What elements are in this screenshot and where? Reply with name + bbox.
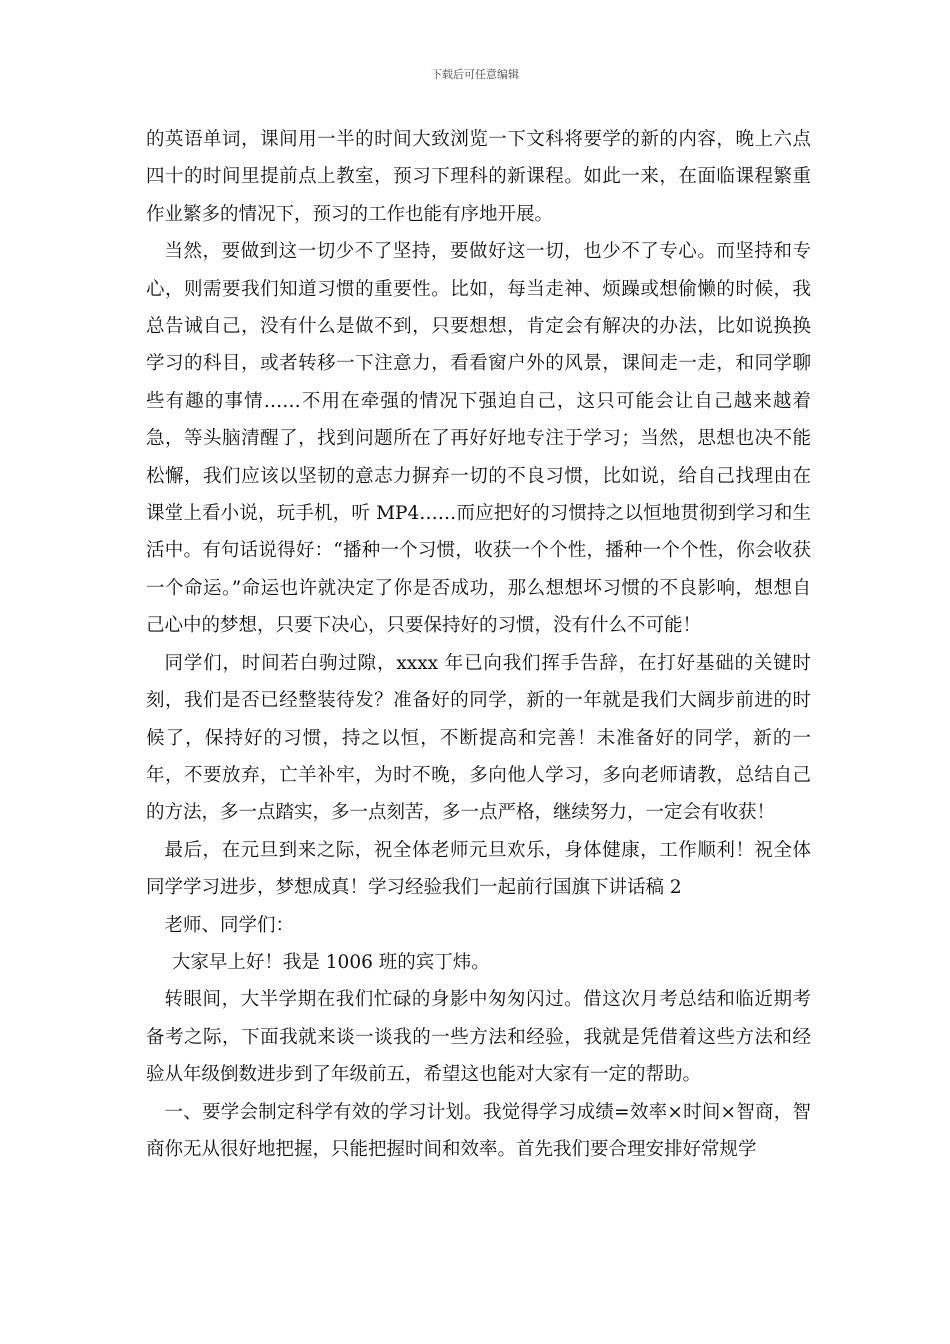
- paragraph: 的英语单词，课间用一半的时间大致浏览一下文科将要学的新的内容，晚上六点四十的时间里提前点上教室，预习下理科的新课程。如此一来，在面临课程繁重作业繁多的情况下，预习的工作也能有序地开展。: [146, 129, 811, 225]
- page-header: 下载后可任意编辑: [431, 68, 519, 81]
- paragraph: 当然，要做到这一切少不了坚持，要做好这一切，也少不了专心。而坚持和专心，则需要我们知道习惯的重要性。比如，每当走神、烦躁或想偷懒的时候，我总告诫自己，没有什么是做不到，只要想想，肯定会有解决的办法，比如说换换学习的科目，或者转移一下注意力，看看窗户外的风景，课间走一走，和同学聊些有趣的事情……不用在牵强的情况下强迫自己，这只可能会让自己越来越着急，等头脑清醒了，找到问题所在了再好好地专注于学习；当然，思想也决不能松懈，我们应该以坚韧的意志力摒弃一切的不良习惯，比如说，给自己找理由在课堂上看小说，玩手机，听 MP4……而应把好的习惯持之以恒地贯彻到学习和生活中。有句话说得好：“播种一个习惯，收获一个个性，播种一个个性，你会收获一个命运。”命运也许就决定了你是否成功，那么想想坏习惯的不良影响，想想自己心中的梦想，只要下决心，只要保持好的习惯，没有什么不可能！: [146, 241, 811, 637]
- paragraph: 最后，在元旦到来之际，祝全体老师元旦欢乐，身体健康，工作顺利！祝全体同学学习进步，梦想成真！学习经验我们一起前行国旗下讲话稿 2: [146, 839, 811, 899]
- document-body: [146, 121, 811, 1168]
- paragraph: 大家早上好！我是 1006 班的宾丁炜。: [171, 951, 490, 973]
- paragraph: 同学们，时间若白驹过隙，xxxx 年已向我们挥手告辞，在打好基础的关键时刻，我们是否已经整装待发？准备好的同学，新的一年就是我们大阔步前进的时候了，保持好的习惯，持之以恒，不断提高和完善！未准备好的同学，新的一年，不要放弃，亡羊补牢，为时不晚，多向他人学习，多向老师请教，总结自己的方法，多一点踏实，多一点刻苦，多一点严格，继续努力，一定会有收获！: [146, 652, 811, 824]
- paragraph: 转眼间，大半学期在我们忙碌的身影中匆匆闪过。借这次月考总结和临近期考备考之际，下面我就来谈一谈我的一些方法和经验，我就是凭借着这些方法和经验从年级倒数进步到了年级前五，希望这也能对大家有一定的帮助。: [146, 989, 811, 1086]
- paragraph: 一、要学会制定科学有效的学习计划。我觉得学习成绩=效率×时间×智商，智商你无从很好地把握，只能把握时间和效率。首先我们要合理安排好常规学: [146, 1101, 811, 1160]
- salutation: 老师、同学们：: [164, 914, 295, 936]
